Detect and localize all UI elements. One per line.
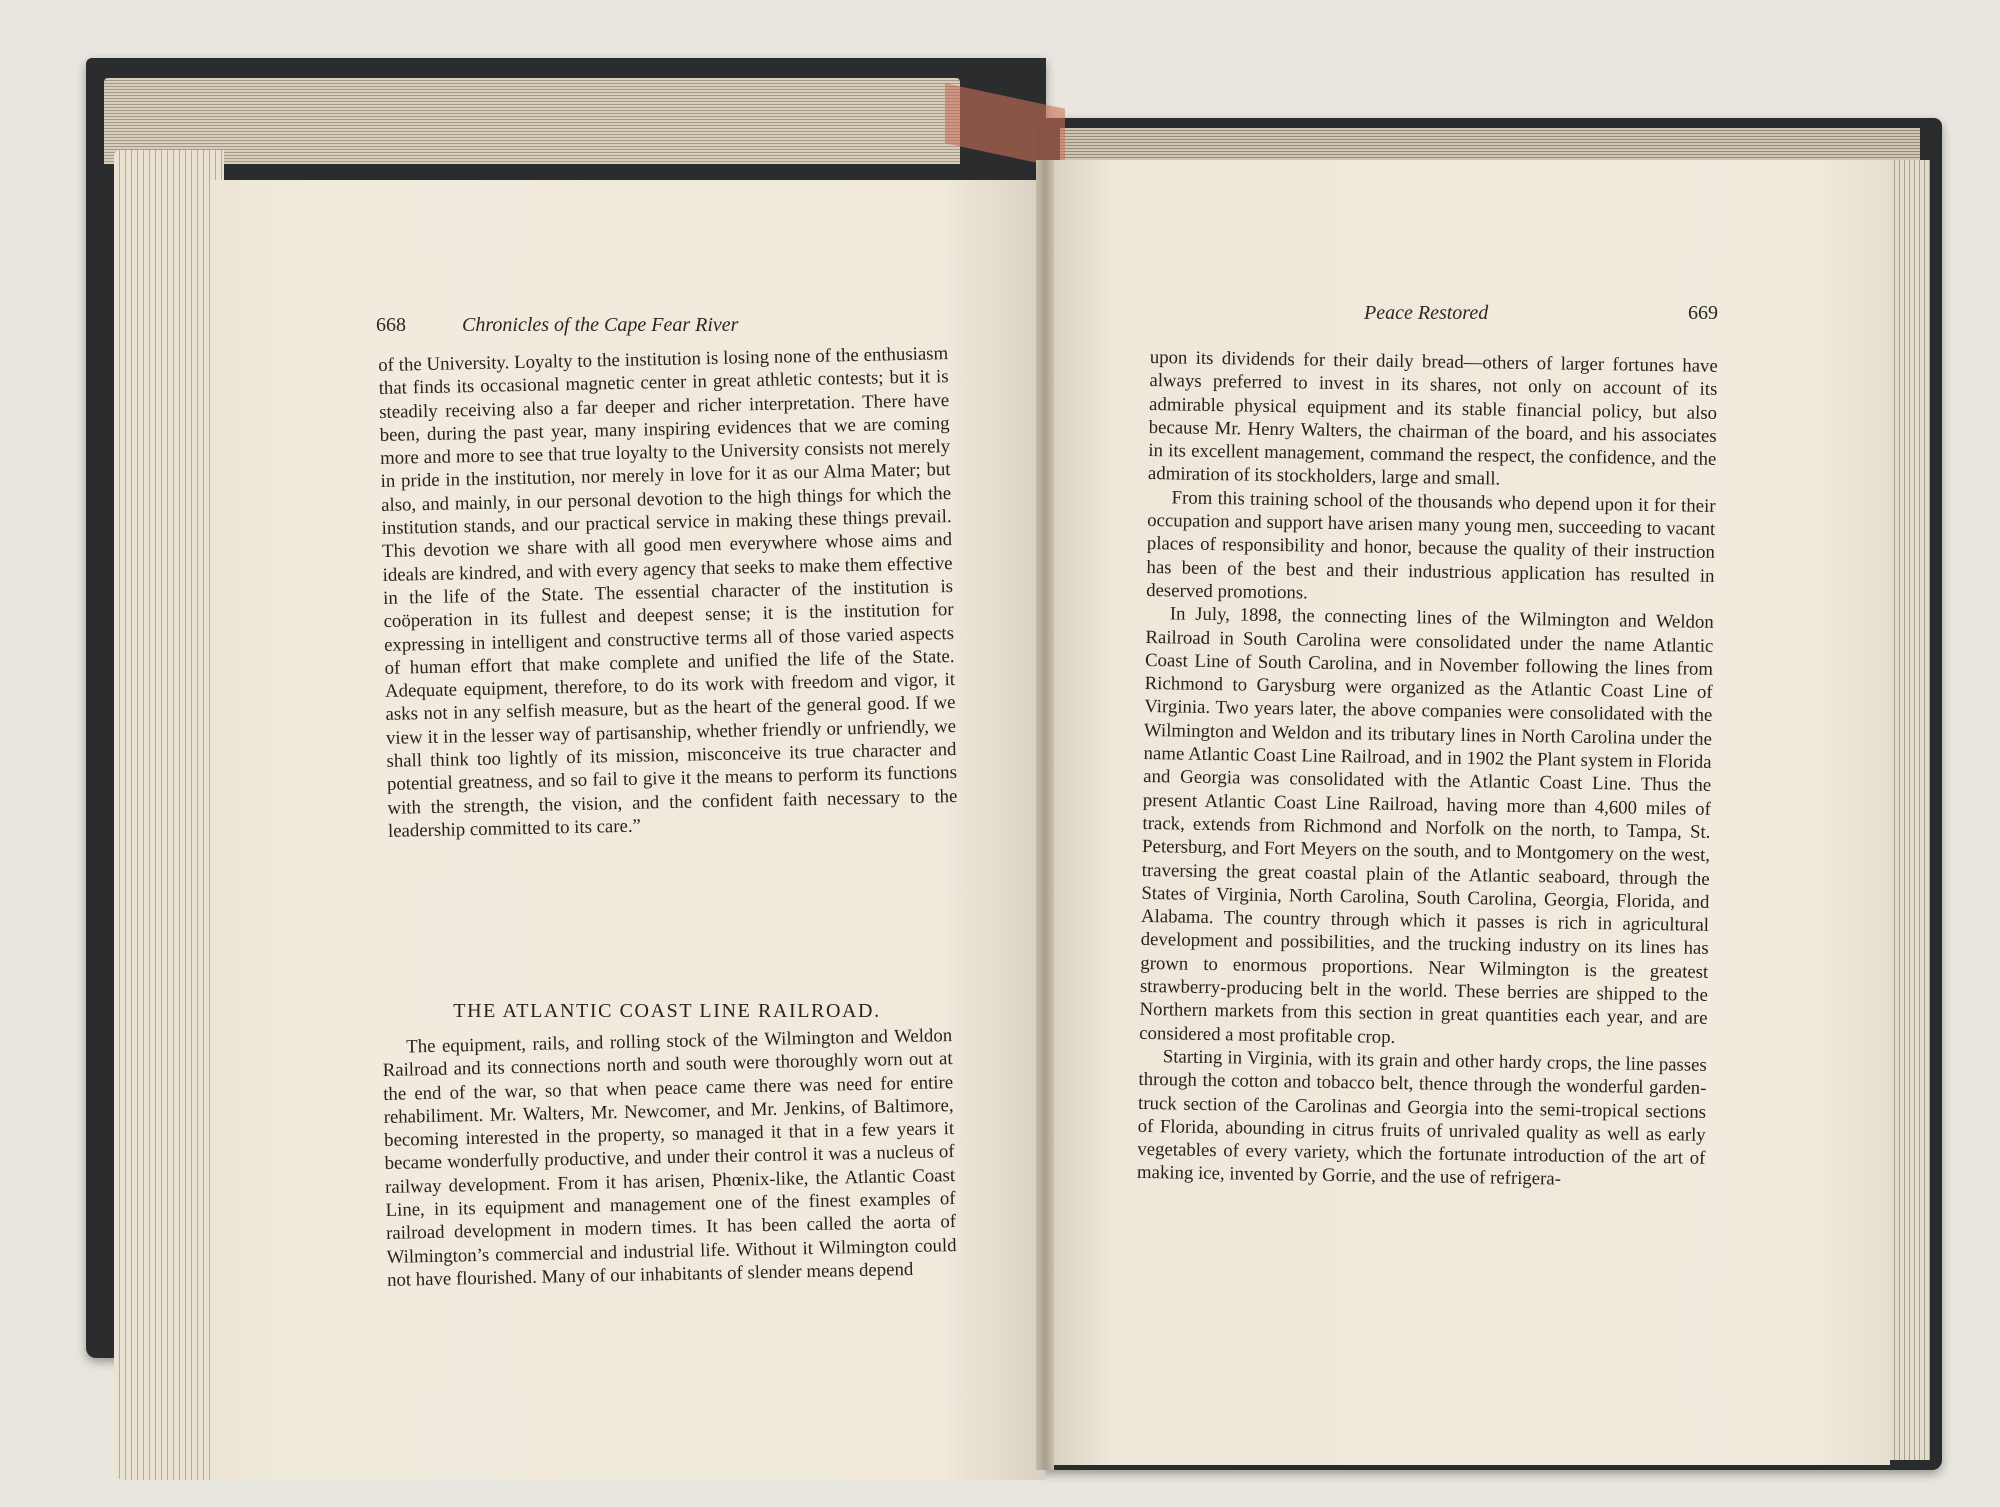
paragraph: In July, 1898, the connecting lines of the Wilmington and Weldon Railroad in South Carolina were consolidated under the name Atlantic Coast Line of South Carolina, and in November following the lines from Richmond to Garysburg were organized as the Atlantic Coast Line of Virginia. Two years later, the above companies were consolidated with the Wilmington and Weldon and its tributary lines in North Carolina under the name Atlantic Coast Line Railroad, and in 1902 the Plant system in Florida and Georgia was consolidated with the Atlantic Coast Line. Thus the present Atlantic Coast Line Railroad, having more than 4,600 miles of track, extends from Richmond and Norfolk on the north, to Tampa, St. Petersburg, and Fort Meyers on the south, and to Montgomery on the west, traversing the great coastal plain of the Atlantic seaboard, through the States of Virginia, North Carolina, South Carolina, Georgia, Florida, and Alabama. The country through which it passes is rich in agricultural development and possibilities, and the trucking industry on its lines has grown to enormous proportions. Near Wilmington is the greatest strawberry-producing belt in the world. These berries are shipped to the Northern markets from this section in great quantities each year, and are considered a most profitable crop. <box>1139 603 1714 1048</box>
right-running-head <box>1364 302 1718 328</box>
page-number: 668 <box>376 314 406 336</box>
paragraph: Starting in Virginia, with its grain and other hardy crops, the line passes through the cotton and tobacco belt, thence through the wonderful garden-truck section of the Carolinas and Georgia into the semi-tropical sections of Florida, abounding in citrus fruits of unrivaled quality as well as early vegetables of every variety, which the fortunate introduction of the art of making ice, invented by Gorrie, and the use of refrigera- <box>1136 1046 1707 1190</box>
left-running-head <box>376 314 956 340</box>
section-heading: THE ATLANTIC COAST LINE RAILROAD. <box>453 1000 881 1022</box>
page-block-top-left <box>104 78 960 164</box>
page-edges-left <box>114 150 224 1480</box>
paragraph: From this training school of the thousands who depend upon it for their occupation and support have arisen many young men, succeeding to vacant places of responsibility and honor, because the quality of their instruction has been of the best and their industrious application has resulted in deserved promotions. <box>1145 487 1716 604</box>
paragraph: upon its dividends for their daily bread—others of larger fortunes have always preferred to invest in its shares, not only on account of its admirable physical equipment and its stable financial policy, but also because Mr. Henry Walters, the chairman of the board, and his associates in its excellent management, command the respect, the confidence, and the admiration of its stockholders, large and small. <box>1147 346 1718 491</box>
book-gutter <box>1036 160 1054 1470</box>
left-page-section-text <box>382 1024 957 1292</box>
right-page-text <box>1137 346 1718 1194</box>
page-number: 669 <box>1688 302 1718 324</box>
left-page-quote-text <box>378 342 958 843</box>
running-title: Peace Restored <box>1364 302 1489 324</box>
paragraph: The equipment, rails, and rolling stock of the Wilmington and Weldon Railroad and its connections north and south were thoroughly worn out at the end of the war, so that when peace came there was need for entire rehabiliment. Mr. Walters, Mr. Newcomer, and Mr. Jenkins, of Baltimore, becoming interested in the property, so managed it that in a few years it became wonderfully productive, and under their control it was a nucleus of railway development. From it has arisen, Phœnix-like, the Atlantic Coast Line, in its equipment and management one of the finest examples of railroad development in modern times. It has been called the aorta of Wilmington’s commercial and industrial life. Without it Wilmington could not have flourished. Many of our inhabitants of slender means depend <box>382 1025 957 1291</box>
paragraph: of the University. Loyalty to the institution is losing none of the enthusiasm that finds its occasional magnetic center in great athletic contests; but it is steadily receiving also a far deeper and richer interpretation. There have been, during the past year, many inspiring evidences that we are coming more and more to see that true loyalty to the University consists not merely in pride in the institution, nor merely in love for it as our Alma Mater; but also, and mainly, in our personal devotion to the high things for which the institution stands, and our practical service in making these things prevail. This devotion we share with all good men everywhere whose aims and ideals are kindred, and with every agency that seeks to make them effective in the life of the State. The essential character of the institution is coöperation in its fullest and deepest sense; it is the institution for expressing in intelligent and constructive terms all of those varied aspects of human effort that make complete and unified the life of the State. Adequate equipment, therefore, to do its work with freedom and vigor, it asks not in any selfish measure, but as the heart of the general good. If we view it in the lesser way of partisanship, whether friendly or unfriendly, we shall think too lightly of its mission, misconceive its true character and potential greatness, and so fail to give it the means to perform its functions with the strength, the vision, and the confident faith necessary to the leadership committed to its care.” <box>378 343 958 842</box>
running-title: Chronicles of the Cape Fear River <box>462 314 739 336</box>
